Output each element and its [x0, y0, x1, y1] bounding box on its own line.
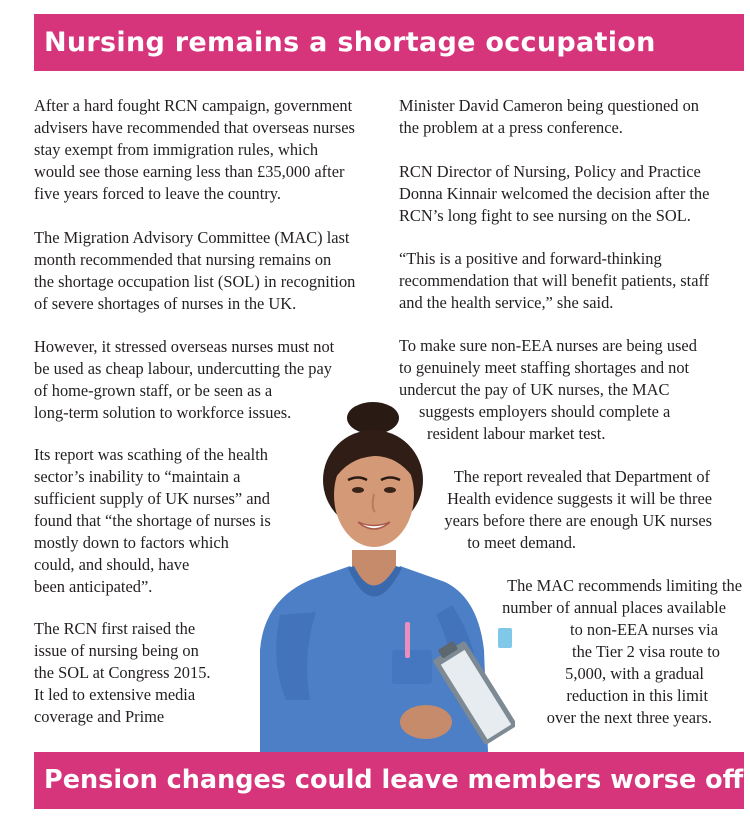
text-line: suggests employers should complete a: [419, 402, 671, 421]
nurse-photo: [240, 400, 515, 752]
text-line: of home-grown staff, or be seen as a: [34, 381, 273, 400]
text-line: reduction in this limit: [566, 686, 708, 705]
text-line: advisers have recommended that overseas nurses: [34, 118, 355, 137]
text-line: It led to extensive media: [34, 685, 196, 704]
text-line: 5,000, with a gradual: [565, 664, 704, 683]
text-line: to non-EEA nurses via: [570, 620, 718, 639]
article-headline: Nursing remains a shortage occupation: [44, 27, 656, 58]
text-line: the shortage occupation list (SOL) in recognition: [34, 272, 356, 291]
text-line: Its report was scathing of the health: [34, 445, 268, 464]
text-line: Minister David Cameron being questioned on: [399, 96, 699, 115]
text-line: The Migration Advisory Committee (MAC) last: [34, 228, 350, 247]
text-line: recommendation that will benefit patients, staff: [399, 271, 710, 290]
text-line: However, it stressed overseas nurses must not: [34, 337, 335, 356]
text-line: The report revealed that Department of: [453, 467, 710, 486]
text-line: five years forced to leave the country.: [34, 184, 281, 203]
text-line: coverage and Prime: [34, 707, 165, 726]
text-line: the SOL at Congress 2015.: [34, 663, 211, 682]
next-article-headline: Pension changes could leave members worse off: [44, 765, 744, 795]
text-line: resident labour market test.: [427, 424, 606, 443]
text-line: the problem at a press conference.: [399, 118, 623, 137]
text-line: long-term solution to workforce issues.: [34, 403, 292, 422]
paragraph-intro: [34, 95, 355, 205]
paragraph-mac: [34, 227, 355, 315]
text-line: years before there are enough UK nurses: [444, 511, 712, 530]
text-line: to meet demand.: [467, 533, 576, 552]
paragraph-quote: [399, 248, 709, 314]
text-line: over the next three years.: [546, 708, 712, 727]
text-line: and the health service,” she said.: [399, 293, 614, 312]
text-line: issue of nursing being on: [34, 641, 199, 660]
text-line: would see those earning less than £35,000 after: [34, 162, 345, 181]
text-line: “This is a positive and forward-thinking: [399, 249, 662, 268]
text-line: After a hard fought RCN campaign, government: [34, 96, 353, 115]
text-line: The MAC recommends limiting the: [507, 576, 742, 595]
text-line: undercut the pay of UK nurses, the MAC: [399, 380, 670, 399]
text-line: could, and should, have: [34, 555, 190, 574]
text-line: been anticipated”.: [34, 577, 153, 596]
text-line: sufficient supply of UK nurses” and: [34, 489, 270, 508]
text-line: RCN’s long fight to see nursing on the SOL.: [399, 206, 691, 225]
text-line: sector’s inability to “maintain a: [34, 467, 241, 486]
paragraph-rcn-first: [34, 618, 211, 728]
paragraph-cameron: [399, 95, 699, 139]
text-line: month recommended that nursing remains on: [34, 250, 332, 269]
text-line: Health evidence suggests it will be three: [447, 489, 712, 508]
text-line: The RCN first raised the: [34, 619, 196, 638]
paragraph-report: [34, 444, 271, 598]
paragraph-kinnair: [399, 161, 709, 227]
next-article-banner: [34, 752, 744, 809]
article-headline-banner: [34, 14, 744, 71]
text-line: mostly down to factors which: [34, 533, 229, 552]
text-line: To make sure non-EEA nurses are being used: [399, 336, 697, 355]
text-line: found that “the shortage of nurses is: [34, 511, 271, 530]
text-line: number of annual places available: [502, 598, 726, 617]
text-line: the Tier 2 visa route to: [572, 642, 720, 661]
text-line: Donna Kinnair welcomed the decision after the: [399, 184, 710, 203]
text-line: be used as cheap labour, undercutting the pay: [34, 359, 332, 378]
text-line: to genuinely meet staffing shortages and not: [399, 358, 690, 377]
text-line: of severe shortages of nurses in the UK.: [34, 294, 297, 313]
text-line: stay exempt from immigration rules, which: [34, 140, 319, 159]
text-line: RCN Director of Nursing, Policy and Practice: [399, 162, 701, 181]
